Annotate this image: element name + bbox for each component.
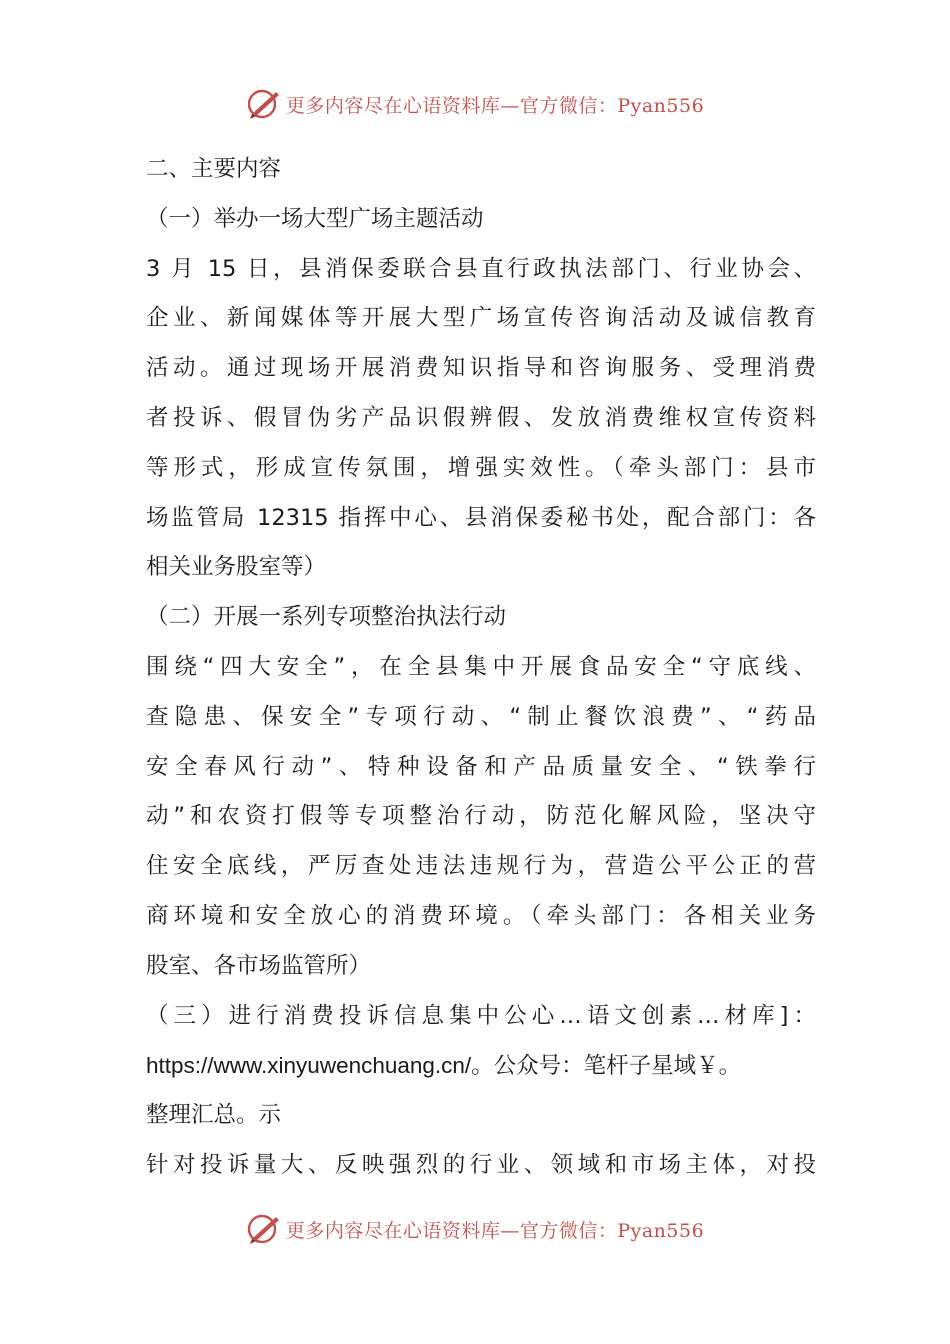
paragraph-line: 安全春风行动”、特种设备和产品质量安全、“铁拳行	[146, 753, 816, 780]
footer-watermark-banner	[0, 1209, 950, 1249]
subsection-heading: （二）开展一系列专项整治执法行动	[146, 604, 507, 631]
url-line: https://www.xinyuwenchuang.cn/。公众号：笔杆子星域￥。	[146, 1053, 742, 1079]
paragraph-line: 等形式，形成宣传氛围，增强实效性。（牵头部门：县市	[146, 454, 816, 481]
watermark-text: 更多内容尽在心语资料库—官方微信：Pyan556	[285, 1219, 705, 1242]
paragraph-line: 动”和农资打假等专项整治行动，防范化解风险，坚决守	[146, 803, 816, 830]
paragraph-line: 围绕“四大安全”，在全县集中开展食品安全“守底线、	[146, 653, 816, 680]
watermark-text: 更多内容尽在心语资料库—官方微信：Pyan556	[285, 94, 705, 117]
paragraph-line: 针对投诉量大、反映强烈的行业、领域和市场主体，对投	[146, 1151, 816, 1178]
paragraph-line: 相关业务股室等）	[146, 554, 327, 581]
section-heading: 二、主要内容	[146, 156, 282, 182]
paragraph-line: 股室、各市场监管所）	[146, 952, 372, 979]
paragraph-line: 3 月 15 日，县消保委联合县直行政执法部门、行业协会、	[146, 255, 816, 282]
subsection-heading: （三）进行消费投诉信息集中公心…语文创素…材库]：	[146, 1002, 816, 1029]
header-watermark-banner	[0, 84, 950, 124]
paragraph-line: 者投诉、假冒伪劣产品识假辨假、发放消费维权宣传资料	[146, 404, 816, 431]
paragraph-line: 整理汇总。示	[146, 1102, 282, 1129]
paragraph-line: 场监管局 12315 指挥中心、县消保委秘书处，配合部门：各	[146, 504, 816, 531]
paragraph-line: 查隐患、保安全”专项行动、“制止餐饮浪费”、“药品	[146, 703, 816, 730]
pen-logo-icon	[246, 87, 282, 121]
document-body	[146, 145, 816, 1191]
paragraph-line: 住安全底线，严厉查处违法违规行为，营造公平公正的营	[146, 853, 816, 880]
paragraph-line: 企业、新闻媒体等开展大型广场宣传咨询活动及诚信教育	[146, 305, 816, 332]
paragraph-line: 活动。通过现场开展消费知识指导和咨询服务、受理消费	[146, 355, 816, 382]
pen-logo-icon	[246, 1212, 282, 1246]
subsection-heading: （一）举办一场大型广场主题活动	[146, 205, 484, 232]
paragraph-line: 商环境和安全放心的消费环境。（牵头部门：各相关业务	[146, 902, 816, 929]
